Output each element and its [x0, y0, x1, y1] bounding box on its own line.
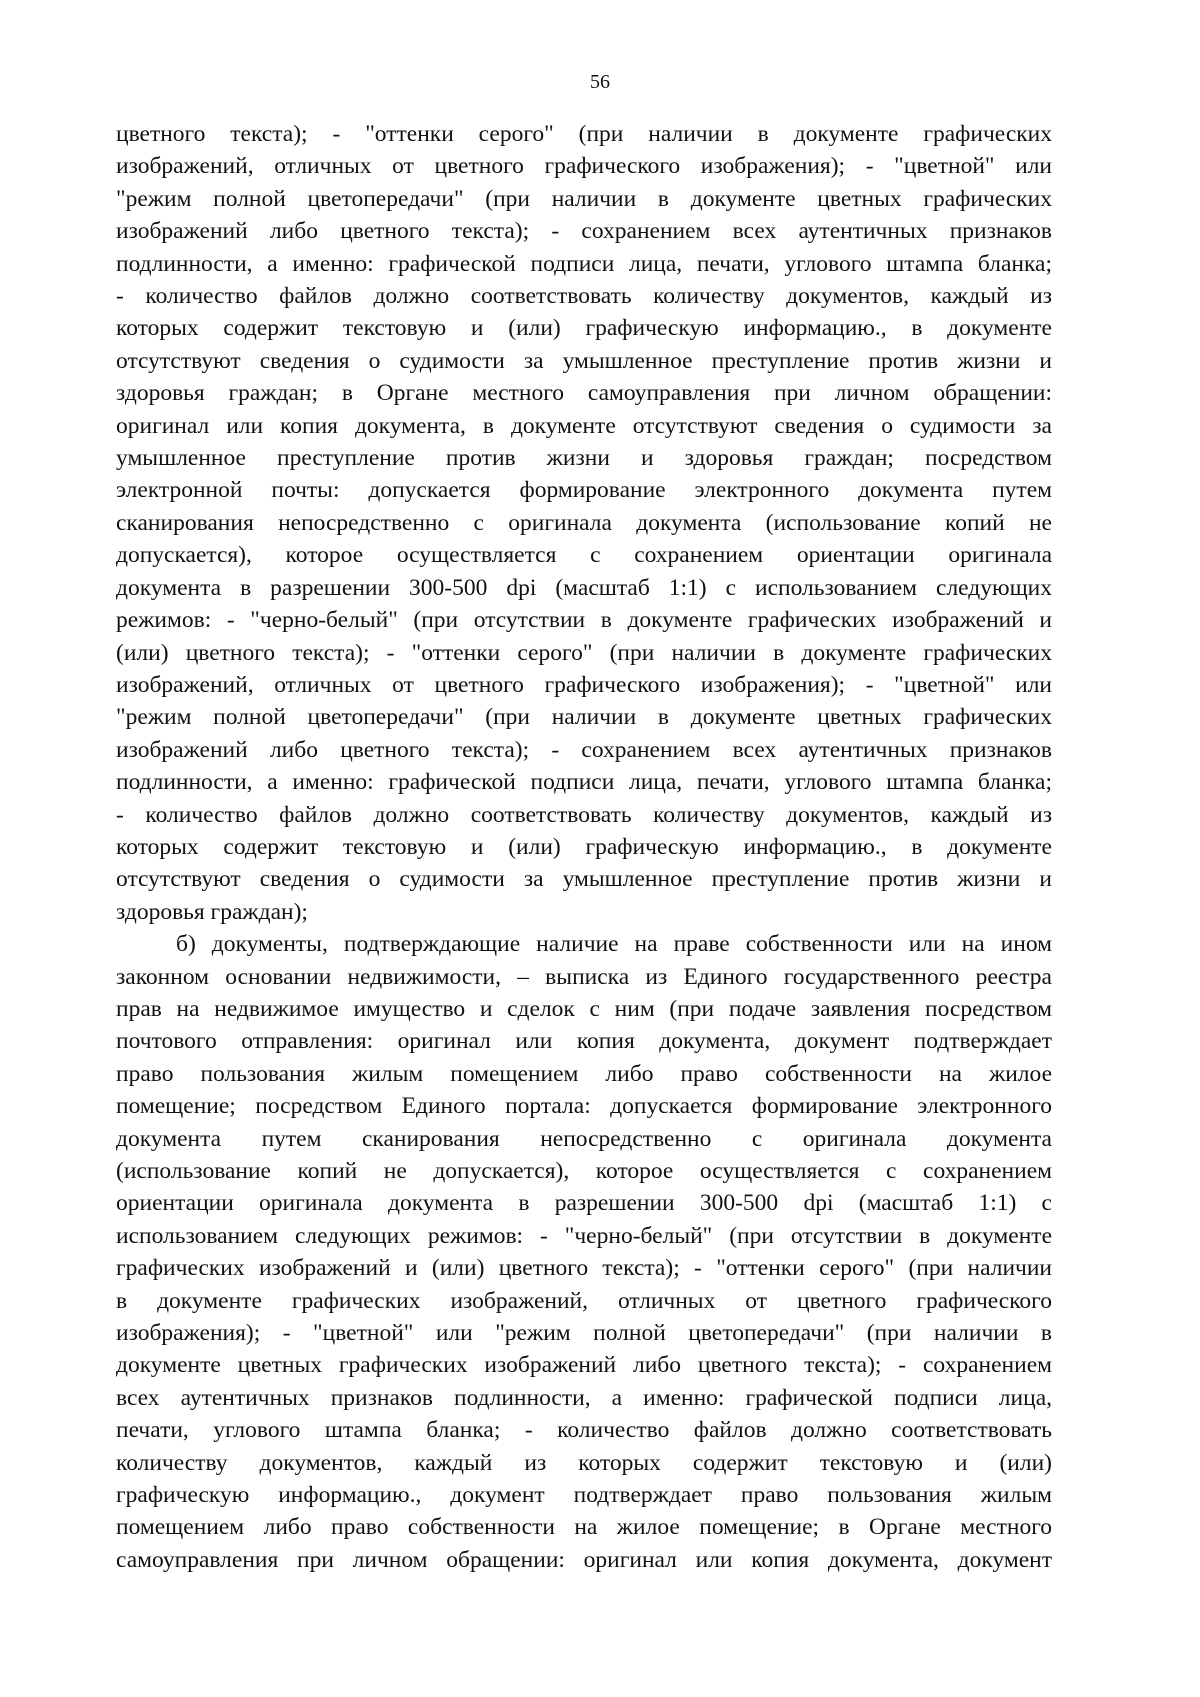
- text-line: умышленное преступление против жизни и здоровья граждан; посредством: [116, 445, 1052, 472]
- paragraph-1: [116, 118, 1052, 928]
- text-line: документа путем сканирования непосредственно с оригинала документа: [116, 1125, 1052, 1152]
- text-line: - количество файлов должно соответствовать количеству документов, каждый из: [116, 801, 1052, 828]
- text-line: которых содержит текстовую и (или) графическую информацию., в документе: [116, 833, 1052, 860]
- text-line: "режим полной цветопередачи" (при наличии в документе цветных графических: [116, 185, 1052, 212]
- text-line: самоуправления при личном обращении: оригинал или копия документа, документ: [116, 1546, 1052, 1573]
- text-line: оригинал или копия документа, в документе отсутствуют сведения о судимости за: [116, 412, 1052, 439]
- text-line: допускается), которое осуществляется с сохранением ориентации оригинала: [116, 542, 1052, 569]
- text-line: в документе графических изображений, отличных от цветного графического: [116, 1287, 1052, 1314]
- text-line: которых содержит текстовую и (или) графическую информацию., в документе: [116, 315, 1052, 342]
- text-line: "режим полной цветопередачи" (при наличии в документе цветных графических: [116, 704, 1052, 731]
- text-line: количеству документов, каждый из которых содержит текстовую и (или): [116, 1449, 1052, 1476]
- text-line: здоровья граждан);: [116, 898, 308, 925]
- text-line: изображений, отличных от цветного графического изображения); - "цветной" или: [116, 671, 1052, 698]
- text-line: отсутствуют сведения о судимости за умышленное преступление против жизни и: [116, 347, 1052, 374]
- text-line: цветного текста); - "оттенки серого" (при наличии в документе графических: [116, 121, 1052, 147]
- text-line: подлинности, а именно: графической подписи лица, печати, углового штампа бланка;: [116, 250, 1052, 277]
- page-number: 56: [590, 71, 610, 93]
- text-line: ориентации оригинала документа в разрешении 300-500 dpi (масштаб 1:1) с: [116, 1190, 1052, 1217]
- text-line: изображения); - "цветной" или "режим полной цветопередачи" (при наличии в: [116, 1320, 1052, 1347]
- text-line: здоровья граждан; в Органе местного самоуправления при личном обращении:: [116, 380, 1052, 407]
- text-line: печати, углового штампа бланка; - количество файлов должно соответствовать: [116, 1417, 1052, 1444]
- text-line: графическую информацию., документ подтверждает право пользования жилым: [116, 1482, 1052, 1509]
- text-line: сканирования непосредственно с оригинала документа (использование копий не: [116, 509, 1052, 536]
- text-line: право пользования жилым помещением либо право собственности на жилое: [116, 1060, 1052, 1087]
- text-line: б) документы, подтверждающие наличие на праве собственности или на ином: [176, 931, 1052, 958]
- text-line: законном основании недвижимости, – выписка из Единого государственного реестра: [116, 963, 1052, 990]
- paragraph-2: [116, 928, 1052, 1576]
- text-line: помещением либо право собственности на жилое помещение; в Органе местного: [116, 1514, 1052, 1541]
- text-line: отсутствуют сведения о судимости за умышленное преступление против жизни и: [116, 866, 1052, 893]
- text-line: режимов: - "черно-белый" (при отсутствии в документе графических изображений и: [116, 607, 1052, 634]
- text-line: всех аутентичных признаков подлинности, а именно: графической подписи лица,: [116, 1384, 1052, 1411]
- text-line: электронной почты: допускается формирование электронного документа путем: [116, 477, 1052, 504]
- text-line: подлинности, а именно: графической подписи лица, печати, углового штампа бланка;: [116, 769, 1052, 796]
- text-line: документа в разрешении 300-500 dpi (масштаб 1:1) с использованием следующих: [116, 574, 1052, 601]
- text-line: изображений, отличных от цветного графического изображения); - "цветной" или: [116, 153, 1052, 180]
- text-line: графических изображений и (или) цветного текста); - "оттенки серого" (при наличии: [116, 1255, 1052, 1282]
- text-line: прав на недвижимое имущество и сделок с ним (при подаче заявления посредством: [116, 995, 1052, 1022]
- text-line: помещение; посредством Единого портала: допускается формирование электронного: [116, 1093, 1052, 1120]
- text-line: использованием следующих режимов: - "черно-белый" (при отсутствии в документе: [116, 1222, 1052, 1249]
- text-line: изображений либо цветного текста); - сохранением всех аутентичных признаков: [116, 218, 1052, 245]
- text-line: почтового отправления: оригинал или копия документа, документ подтверждает: [116, 1028, 1052, 1055]
- text-line: документе цветных графических изображений либо цветного текста); - сохранением: [116, 1352, 1052, 1379]
- text-line: (использование копий не допускается), которое осуществляется с сохранением: [116, 1158, 1052, 1184]
- document-body: [116, 118, 1052, 1576]
- text-line: (или) цветного текста); - "оттенки серого" (при наличии в документе графических: [116, 639, 1052, 666]
- text-line: изображений либо цветного текста); - сохранением всех аутентичных признаков: [116, 736, 1052, 763]
- text-line: - количество файлов должно соответствовать количеству документов, каждый из: [116, 283, 1052, 310]
